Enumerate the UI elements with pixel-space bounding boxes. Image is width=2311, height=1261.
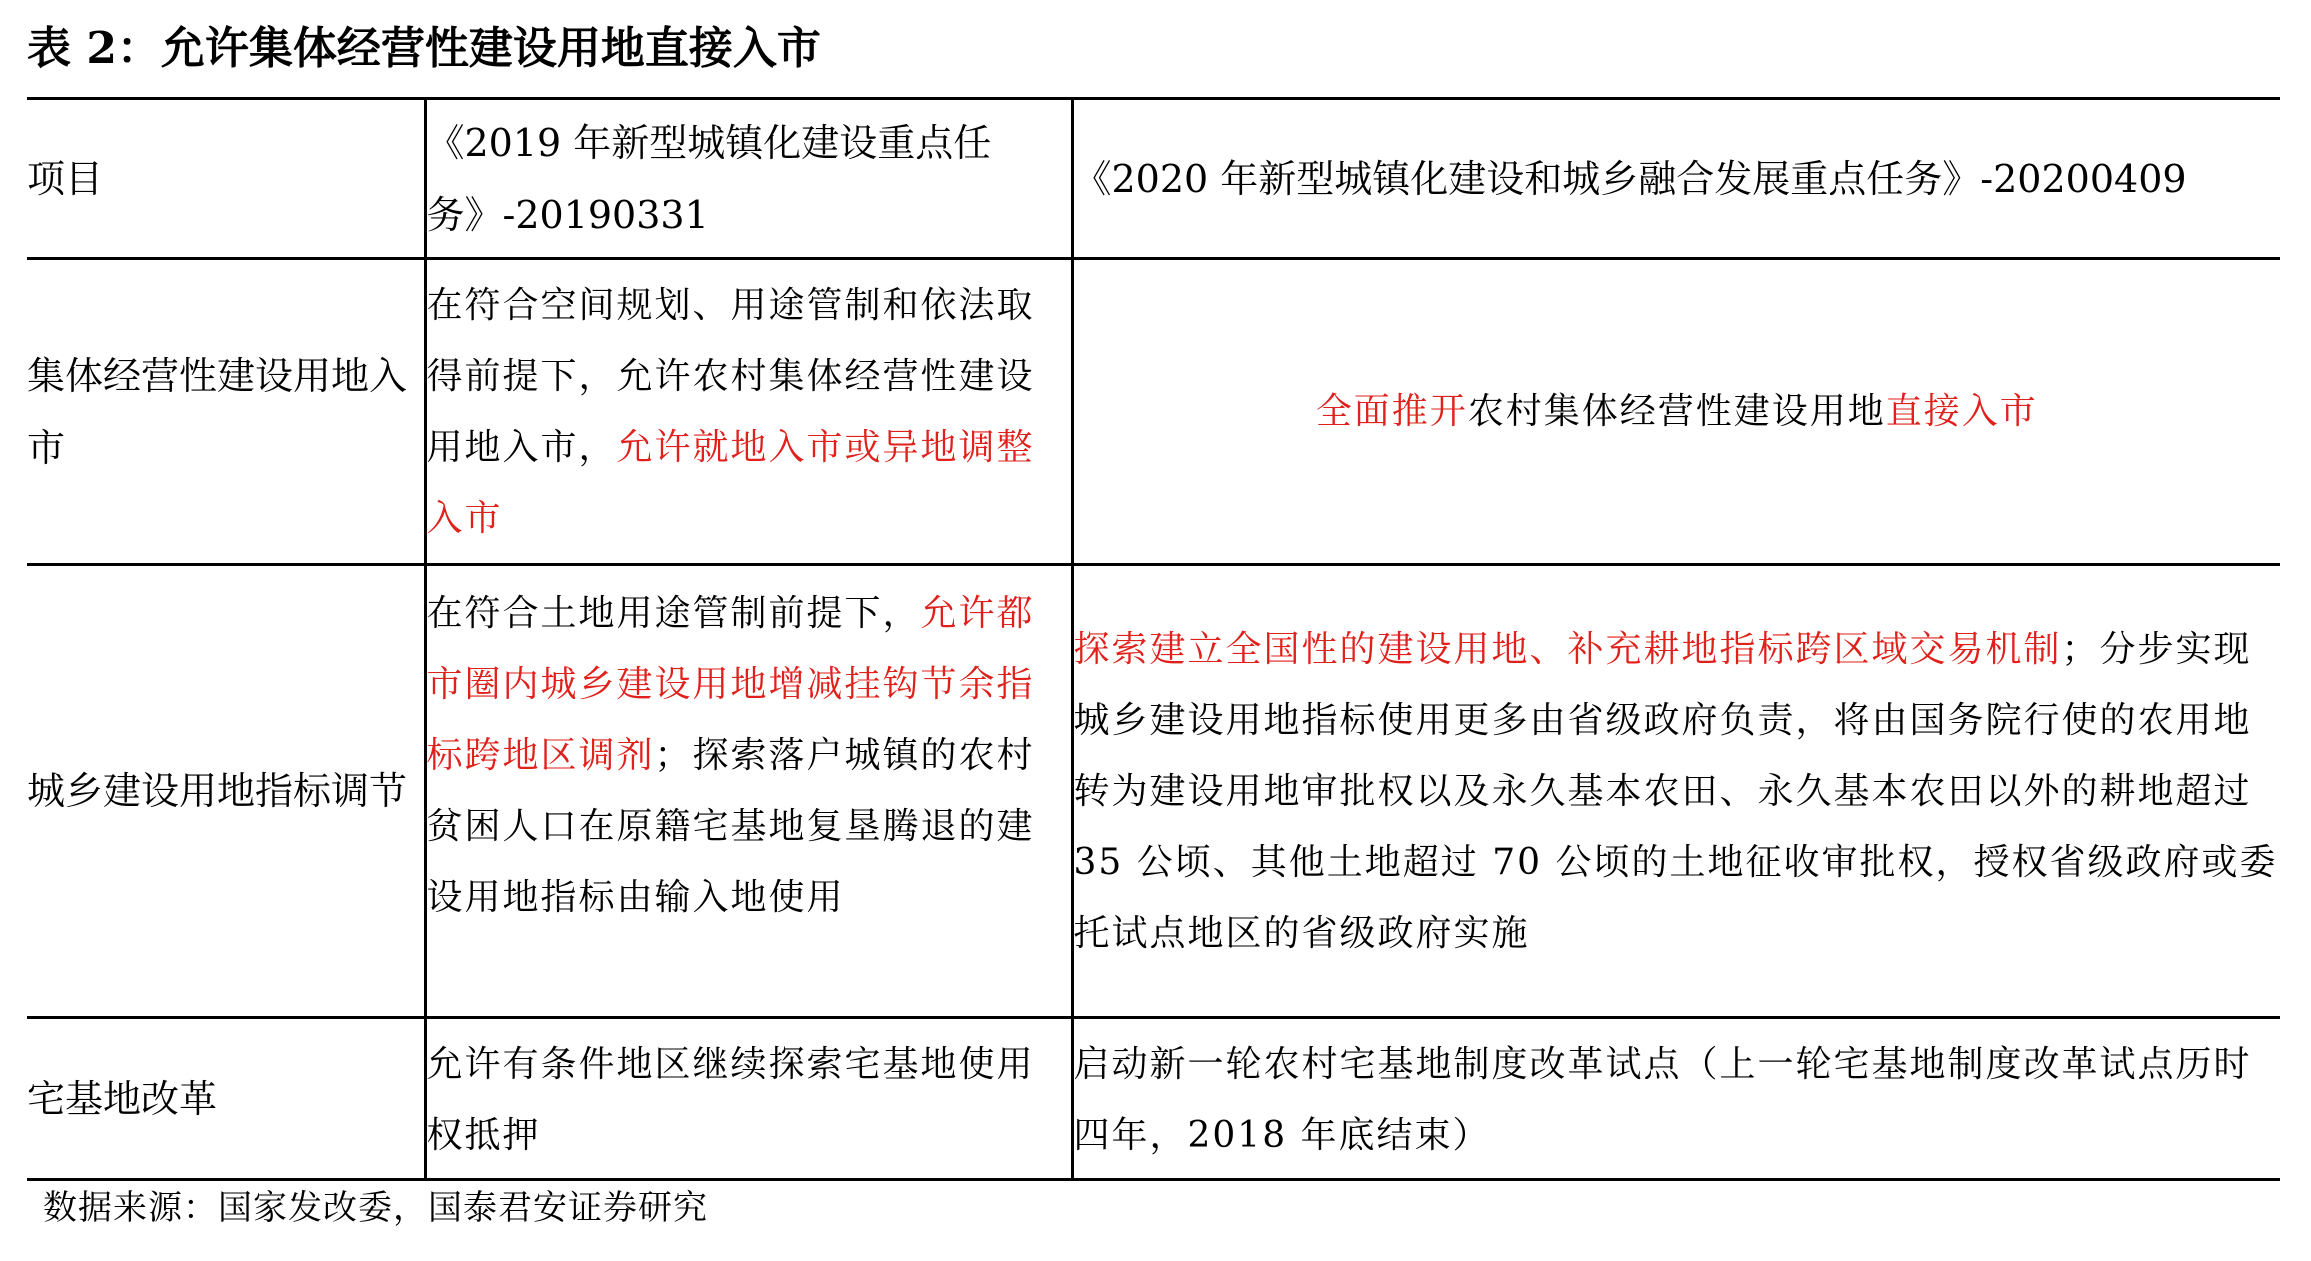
policy-comparison-table [27, 97, 2280, 1181]
table-row [27, 1018, 2280, 1180]
source-note: 数据来源：国家发改委，国泰君安证券研究 [43, 1188, 708, 1228]
text-run: ；分步实现城乡建设用地指标使用更多由省级政府负责，将由国务院行使的农用地转为建设用地审批权以及永久基本农田、永久基本农田以外的耕地超过 35 公顷、其他土地超过 70 公顷的土地征收审批权，授权省级政府或委托试点地区的省级政府实施 [1073, 628, 2278, 954]
text-run: 在符合空间规划、用途管制和依法取得前提下，允许农村集体经营性建设用地入市， [426, 285, 1035, 468]
cell-2019 [425, 565, 1072, 1018]
table-title: 表 2：允许集体经营性建设用地直接入市 [27, 23, 821, 74]
header-2020-tasks: 《2020 年新型城镇化建设和城乡融合发展重点任务》-20200409 [1072, 99, 2280, 259]
cell-2020 [1072, 259, 2280, 565]
text-run: 允许有条件地区继续探索宅基地使用权抵押 [426, 1044, 1035, 1156]
row-label: 城乡建设用地指标调节 [27, 565, 425, 1018]
text-run: 农村集体经营性建设用地 [1467, 391, 1886, 432]
cell-2019 [425, 259, 1072, 565]
cell-2020 [1072, 565, 2280, 1018]
table-row [27, 565, 2280, 1018]
text-run: 在符合土地用途管制前提下， [426, 593, 921, 634]
highlight-text-run: 直接入市 [1885, 391, 2038, 432]
cell-2019 [425, 1018, 1072, 1180]
text-run: 启动新一轮农村宅基地制度改革试点（上一轮宅基地制度改革试点历时四年，2018 年底结束） [1073, 1044, 2252, 1156]
text-run: ；探索落户城镇的农村贫困人口在原籍宅基地复垦腾退的建设用地指标由输入地使用 [426, 735, 1035, 918]
highlight-text-run: 允许都市圈内城乡建设用地增减挂钩节余指标跨地区调剂 [426, 593, 1035, 776]
highlight-text-run: 全面推开 [1315, 391, 1468, 432]
row-label: 宅基地改革 [27, 1018, 425, 1180]
table-header-row [27, 99, 2280, 259]
highlight-text-run: 探索建立全国性的建设用地、补充耕地指标跨区域交易机制 [1073, 628, 2062, 670]
table-row [27, 259, 2280, 565]
header-2019-tasks: 《2019 年新型城镇化建设重点任务》-20190331 [425, 99, 1072, 259]
highlight-text-run: 允许就地入市或异地调整入市 [426, 427, 1035, 539]
header-item: 项目 [27, 99, 425, 259]
cell-2020 [1072, 1018, 2280, 1180]
row-label: 集体经营性建设用地入市 [27, 259, 425, 565]
